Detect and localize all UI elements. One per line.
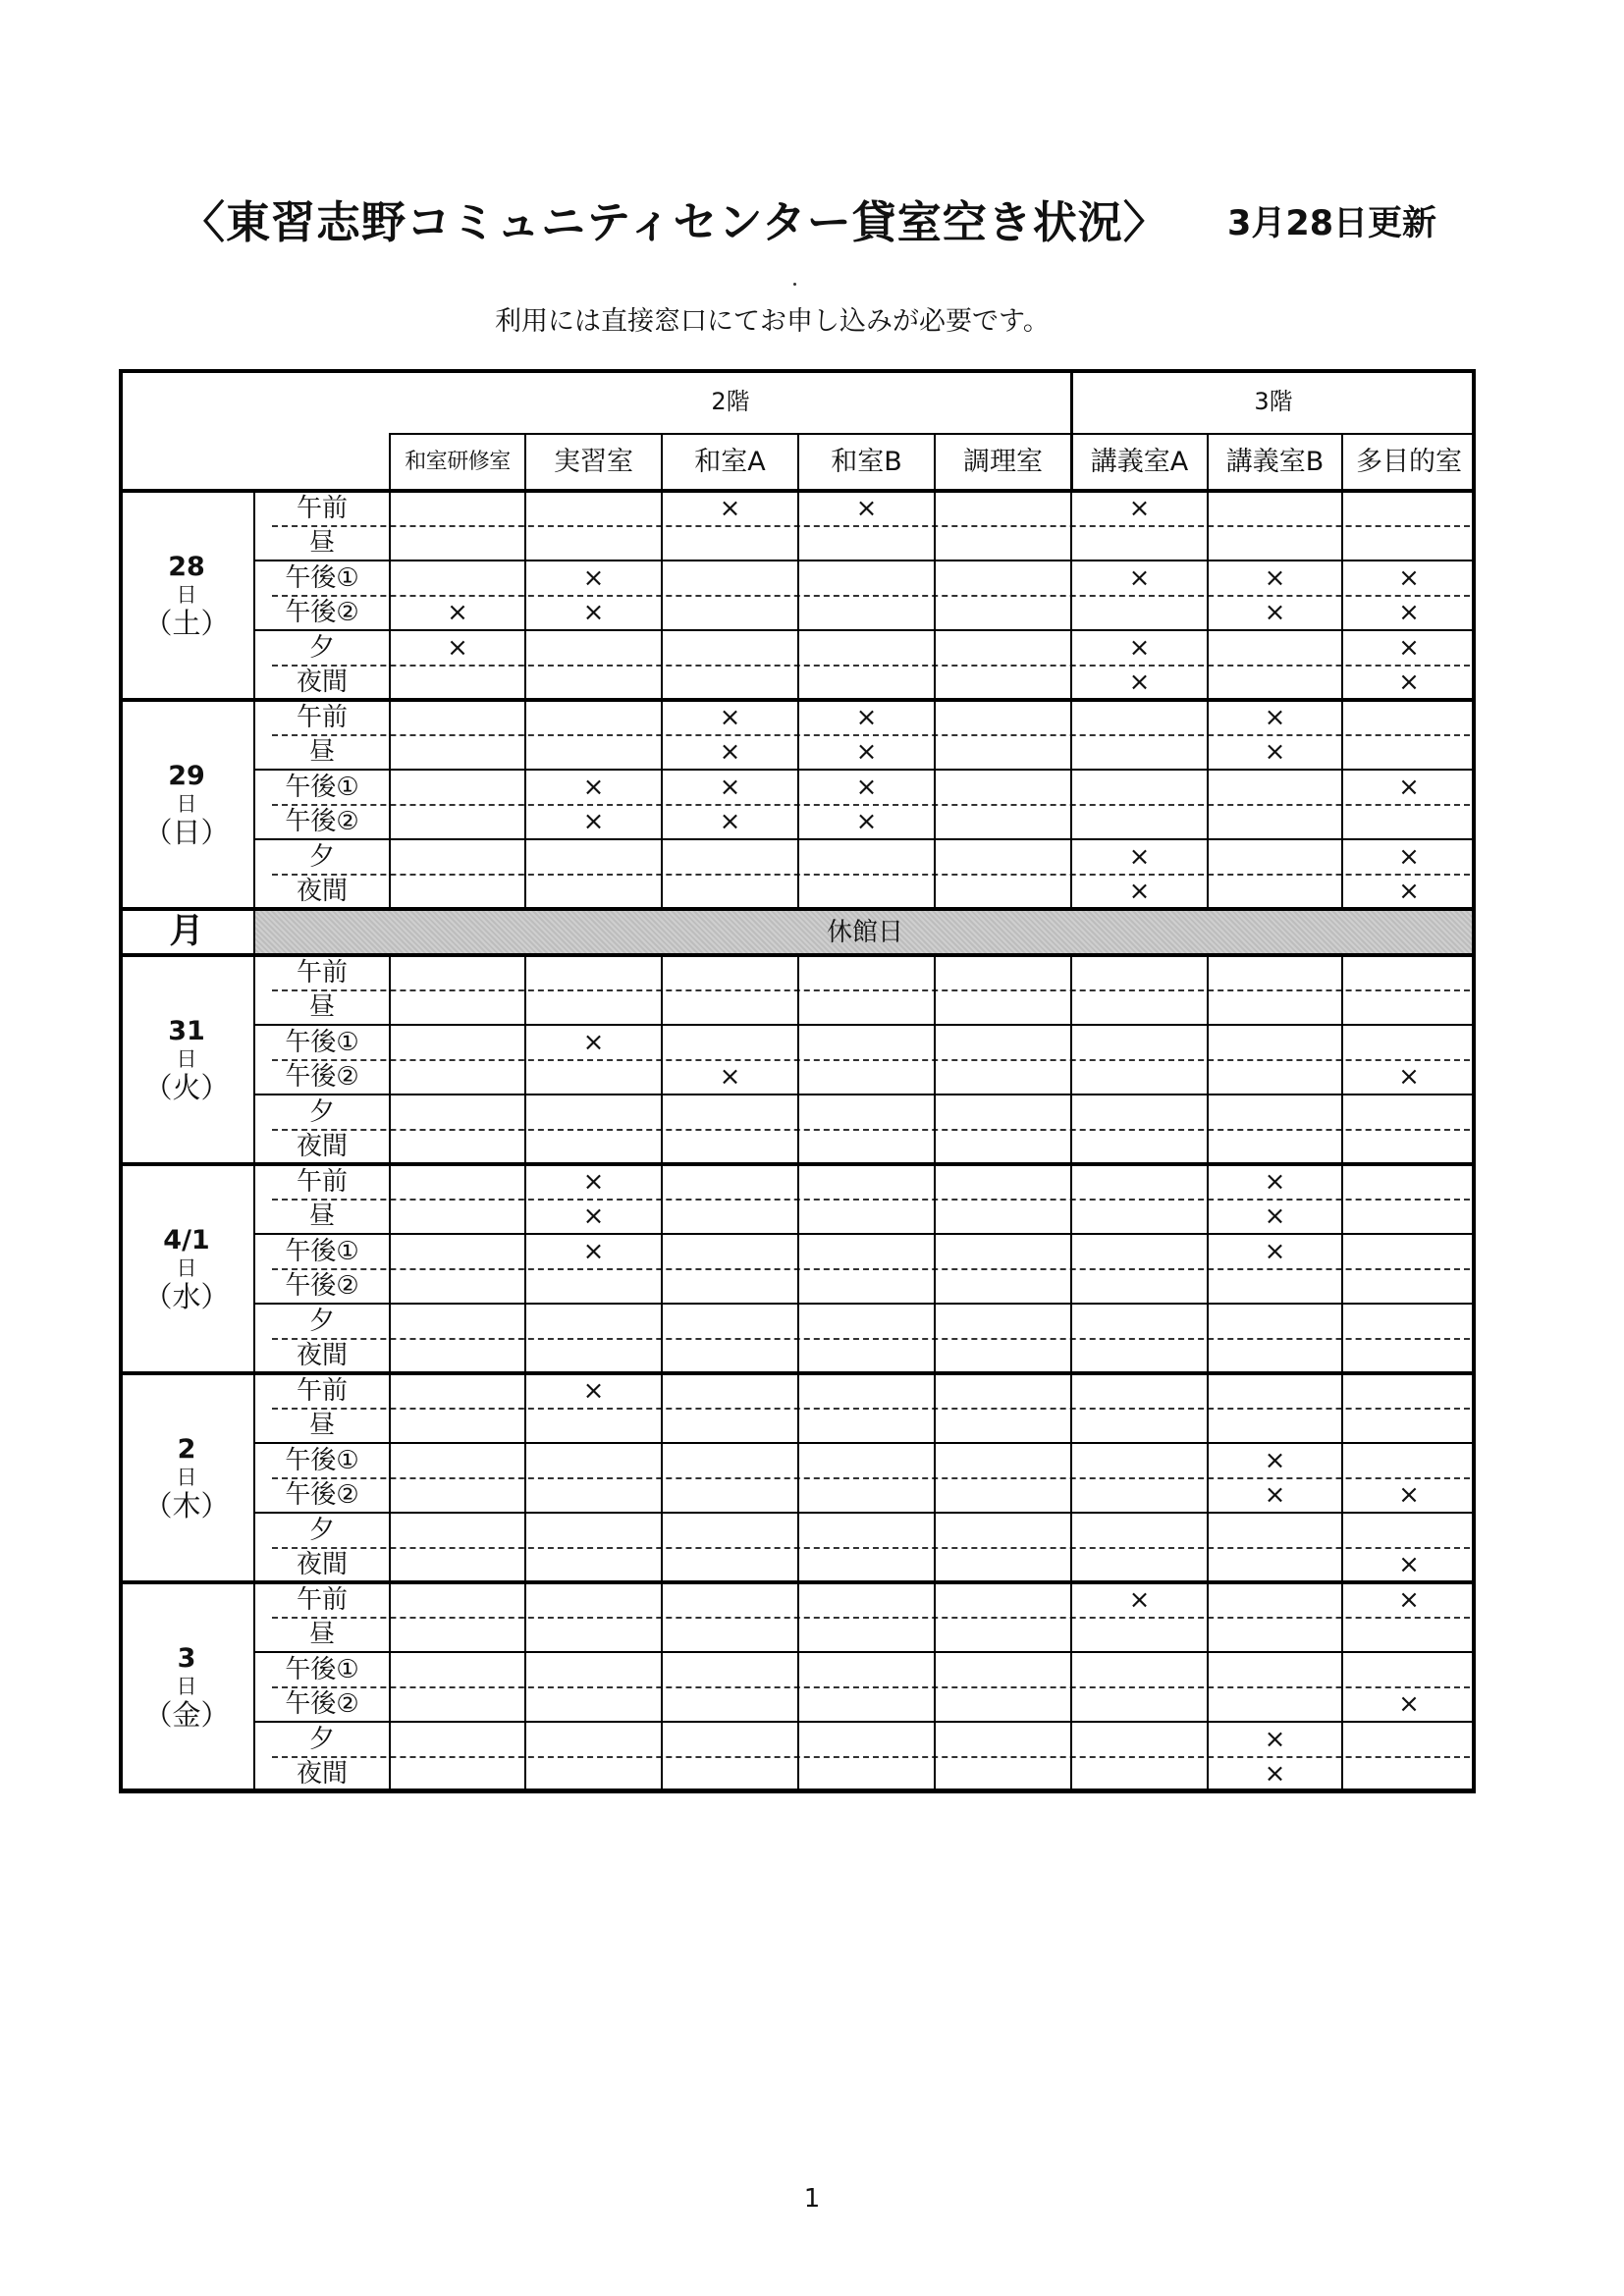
day-label [119, 1164, 254, 1373]
column-rule [797, 955, 799, 1164]
booked-mark: × [855, 493, 878, 523]
column-rule [661, 1582, 663, 1791]
slot-group-rule [254, 1024, 1476, 1026]
column-rule [797, 433, 799, 491]
time-slot-label: 午前 [296, 1166, 348, 1197]
slot-group-rule [254, 1651, 1476, 1653]
booked-mark: × [1398, 1062, 1420, 1093]
booked-mark: × [1264, 1201, 1286, 1232]
column-rule [1341, 1164, 1343, 1373]
column-rule [1341, 1582, 1343, 1791]
column-rule [797, 700, 799, 909]
time-slot-label: 午前 [296, 1375, 348, 1406]
column-rule [661, 1373, 663, 1582]
slot-divider [272, 1338, 1470, 1340]
day-unit: 日 [176, 582, 197, 607]
time-slot-label: 午前 [296, 1584, 348, 1615]
time-slot-label: 昼 [308, 992, 335, 1023]
column-rule [1070, 955, 1072, 1164]
column-rule [934, 700, 936, 909]
booked-mark: × [1128, 877, 1151, 907]
column-rule [661, 1164, 663, 1373]
page-title: 〈東習志野コミュニティセンター貸室空き状況〉 [181, 196, 1168, 248]
booked-mark: × [719, 772, 741, 802]
time-slot-label: 午前 [296, 702, 348, 732]
booked-mark: × [582, 598, 605, 628]
booked-mark: × [1128, 632, 1151, 663]
booked-mark: × [1398, 562, 1420, 593]
time-slot-label: 午後② [285, 1271, 359, 1302]
booked-mark: × [1264, 1724, 1286, 1754]
booked-mark: × [447, 632, 468, 663]
booked-mark: × [1128, 1584, 1151, 1615]
booked-mark: × [582, 1236, 605, 1266]
column-rule [389, 700, 391, 909]
booked-mark: × [855, 737, 878, 768]
day-unit: 日 [176, 1255, 197, 1280]
slot-group-rule [254, 1094, 1476, 1095]
column-rule [1207, 1373, 1209, 1582]
booked-mark: × [582, 807, 605, 837]
booked-mark: × [1128, 841, 1151, 872]
booked-mark: × [1264, 562, 1286, 593]
column-rule [389, 1582, 391, 1791]
room-header: 講義室A [1090, 447, 1189, 477]
closed-band: 休館日 [254, 911, 1476, 953]
column-rule [1341, 433, 1343, 491]
day-date: 2 [177, 1433, 196, 1465]
table-border-right [1472, 369, 1476, 1792]
time-slot-label: 昼 [308, 1201, 335, 1232]
booked-mark: × [855, 702, 878, 732]
column-rule [797, 1373, 799, 1582]
slot-group-rule [254, 1512, 1476, 1514]
column-rule [389, 1373, 391, 1582]
booked-mark: × [582, 1166, 605, 1197]
column-rule [524, 700, 526, 909]
time-slot-label: 昼 [308, 737, 335, 768]
day-date: 31 [168, 1015, 205, 1046]
column-rule [661, 700, 663, 909]
day-of-week: （木） [143, 1488, 230, 1522]
slot-divider [272, 1547, 1470, 1549]
time-slot-label: 午後② [285, 807, 359, 837]
booked-mark: × [1398, 1480, 1420, 1511]
time-slot-label: 夕 [308, 1515, 335, 1545]
column-rule [524, 491, 526, 700]
slot-divider [272, 1059, 1470, 1061]
page-number: 1 [803, 2184, 821, 2214]
time-slot-label: 午前 [296, 957, 348, 988]
column-rule [934, 955, 936, 1164]
column-rule [389, 1164, 391, 1373]
slot-divider [272, 525, 1470, 527]
time-slot-label: 夕 [308, 1096, 335, 1127]
booked-mark: × [1264, 1445, 1286, 1475]
column-rule [1070, 700, 1072, 909]
column-rule [1341, 700, 1343, 909]
room-header: 講義室B [1225, 447, 1325, 477]
day-label [119, 1373, 254, 1582]
booked-mark: × [1264, 737, 1286, 768]
column-rule [661, 433, 663, 491]
booked-mark: × [1398, 1689, 1420, 1720]
slot-divider [272, 1129, 1470, 1131]
column-rule [1207, 1164, 1209, 1373]
column-rule [797, 1582, 799, 1791]
column-rule [524, 1582, 526, 1791]
table-border-top [119, 369, 1476, 373]
booked-mark: × [719, 1062, 741, 1093]
day-date: 29 [168, 760, 205, 791]
booked-mark: × [1264, 1759, 1286, 1789]
column-rule [1341, 491, 1343, 700]
booked-mark: × [1398, 667, 1420, 698]
updated-date: 3月28日更新 [1227, 204, 1437, 243]
booked-mark: × [719, 702, 741, 732]
time-slot-label: 午後① [285, 772, 359, 802]
booked-mark: × [1128, 562, 1151, 593]
time-slot-label: 午後① [285, 1445, 359, 1475]
booked-mark: × [1264, 1480, 1286, 1511]
column-rule [1070, 369, 1072, 491]
column-rule [1207, 433, 1209, 491]
booked-mark: × [719, 493, 741, 523]
room-header: 多目的室 [1356, 447, 1462, 477]
day-date: 4/1 [163, 1224, 210, 1255]
booked-mark: × [719, 737, 741, 768]
booked-mark: × [1128, 493, 1151, 523]
slot-divider [272, 989, 1470, 991]
application-notice: 利用には直接窓口にてお申し込みが必要です。 [495, 306, 1050, 337]
time-slot-label: 午後② [285, 598, 359, 628]
column-rule [1207, 700, 1209, 909]
column-rule [1070, 491, 1072, 700]
booked-mark: × [1264, 1166, 1286, 1197]
column-rule [389, 955, 391, 1164]
day-of-week: （水） [143, 1279, 230, 1313]
slot-divider [272, 1686, 1470, 1688]
time-slot-label: 午後② [285, 1689, 359, 1720]
column-rule [389, 491, 391, 700]
time-slot-label: 夕 [308, 841, 335, 872]
booked-mark: × [1398, 1584, 1420, 1615]
day-label [119, 491, 254, 700]
booked-mark: × [855, 807, 878, 837]
column-rule [1207, 491, 1209, 700]
floor-header: 2階 [711, 387, 750, 415]
column-rule [1070, 1373, 1072, 1582]
column-rule [1070, 1164, 1072, 1373]
slot-group-rule [254, 838, 1476, 840]
booked-mark: × [582, 1027, 605, 1057]
column-rule [797, 491, 799, 700]
booked-mark: × [1398, 632, 1420, 663]
time-slot-label: 夜間 [296, 877, 348, 907]
booked-mark: × [1398, 772, 1420, 802]
booked-mark: × [1264, 1236, 1286, 1266]
room-header: 調理室 [963, 447, 1043, 477]
day-unit: 日 [176, 1046, 197, 1071]
floor-header: 3階 [1254, 387, 1293, 415]
booked-mark: × [1398, 877, 1420, 907]
column-rule [1207, 955, 1209, 1164]
booked-mark: × [582, 562, 605, 593]
column-rule [934, 1582, 936, 1791]
day-unit: 日 [176, 791, 197, 816]
day-date: 3 [177, 1642, 196, 1674]
slot-divider [272, 874, 1470, 876]
column-rule [661, 955, 663, 1164]
day-of-week: （火） [143, 1070, 230, 1104]
column-rule [1341, 1373, 1343, 1582]
day-unit: 日 [176, 1674, 197, 1698]
time-slot-label: 昼 [308, 528, 335, 559]
availability-table [119, 369, 1476, 1792]
column-rule [934, 491, 936, 700]
room-header: 和室研修室 [405, 449, 511, 474]
column-rule [797, 1164, 799, 1373]
room-header: 和室A [694, 447, 766, 477]
stray-dot [793, 283, 796, 286]
column-rule [524, 1373, 526, 1582]
table-border-left [119, 369, 123, 1792]
booked-mark: × [582, 1201, 605, 1232]
booked-mark: × [719, 807, 741, 837]
day-of-week: （土） [143, 606, 230, 640]
booked-mark: × [582, 772, 605, 802]
time-slot-label: 昼 [308, 1620, 335, 1650]
booked-mark: × [1128, 667, 1151, 698]
column-rule [934, 1373, 936, 1582]
booked-mark: × [447, 598, 468, 628]
time-slot-label: 午後① [285, 1236, 359, 1266]
day-label [119, 1582, 254, 1791]
time-slot-label: 夕 [308, 632, 335, 663]
column-rule [1341, 955, 1343, 1164]
booked-mark: × [855, 772, 878, 802]
day-label [119, 700, 254, 909]
time-slot-label: 午後① [285, 1027, 359, 1057]
floor-header-rule [390, 433, 1476, 435]
day-of-week: （日） [143, 815, 230, 849]
column-rule [1207, 1582, 1209, 1791]
column-rule [934, 1164, 936, 1373]
booked-mark: × [1398, 841, 1420, 872]
day-date: 28 [168, 551, 205, 582]
booked-mark: × [582, 1375, 605, 1406]
booked-mark: × [1398, 598, 1420, 628]
time-slot-label: 夜間 [296, 1759, 348, 1789]
column-rule [524, 1164, 526, 1373]
closed-day-label: 月 [169, 912, 204, 951]
room-header: 実習室 [554, 447, 633, 477]
booked-mark: × [1264, 598, 1286, 628]
time-slot-label: 夕 [308, 1724, 335, 1754]
column-rule [524, 433, 526, 491]
day-unit: 日 [176, 1465, 197, 1489]
booked-mark: × [1398, 1550, 1420, 1580]
slot-group-rule [254, 1303, 1476, 1305]
time-slot-label: 午後① [285, 562, 359, 593]
time-slot-label: 午後② [285, 1062, 359, 1093]
time-slot-label: 夕 [308, 1306, 335, 1336]
day-of-week: （金） [143, 1697, 230, 1732]
slot-divider [272, 1408, 1470, 1410]
time-slot-label: 夜間 [296, 1132, 348, 1162]
day-label [119, 955, 254, 1164]
room-header: 和室B [831, 447, 902, 477]
time-slot-label: 午後② [285, 1480, 359, 1511]
column-rule [661, 491, 663, 700]
time-slot-label: 午前 [296, 493, 348, 523]
column-rule [389, 433, 391, 491]
slot-divider [272, 665, 1470, 667]
column-rule [524, 955, 526, 1164]
column-rule [1070, 1582, 1072, 1791]
slot-divider [272, 1617, 1470, 1619]
time-slot-label: 午後① [285, 1654, 359, 1684]
time-slot-label: 夜間 [296, 667, 348, 698]
time-slot-label: 昼 [308, 1411, 335, 1441]
slot-divider [272, 1268, 1470, 1270]
time-slot-label: 夜間 [296, 1550, 348, 1580]
time-slot-label: 夜間 [296, 1341, 348, 1371]
booked-mark: × [1264, 702, 1286, 732]
slot-column-rule [253, 491, 255, 1792]
column-rule [934, 433, 936, 491]
